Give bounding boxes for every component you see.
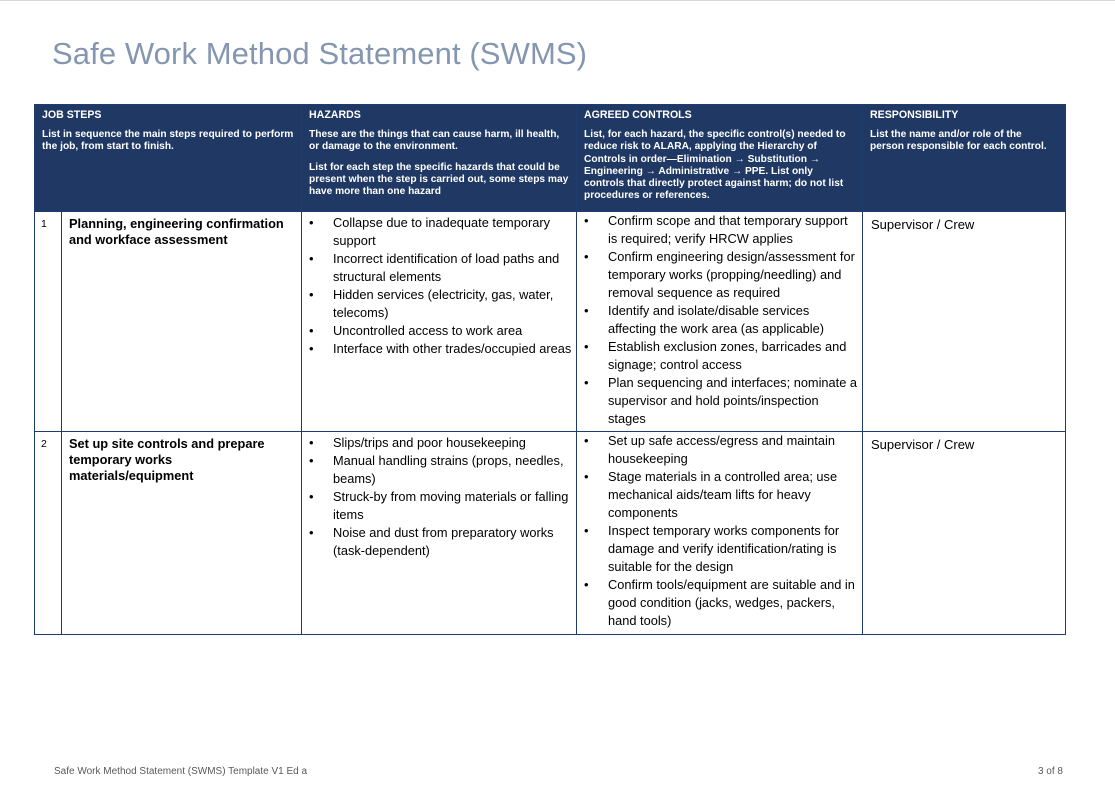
control-item: • Set up safe access/egress and maintain housekeeping: [608, 432, 858, 468]
hazards-cell: [302, 432, 577, 635]
header-controls-desc: List, for each hazard, the specific control(s) needed to reduce risk to ALARA, applying the Hierarchy of Controls in order—Elimination → Substitution → Engineering → Administrative → PPE. List only controls that directly protect against harm; do not list procedures or references.: [584, 129, 846, 202]
step-number: 1: [35, 212, 62, 432]
control-item: • Plan sequencing and interfaces; nominate a supervisor and hold points/inspection stages: [608, 374, 858, 428]
responsibility-cell: Supervisor / Crew: [863, 212, 1066, 432]
table-row: [35, 432, 1066, 635]
control-item: • Stage materials in a controlled area; use mechanical aids/team lifts for heavy components: [608, 468, 858, 522]
step-number: 2: [35, 432, 62, 635]
hazard-item: • Collapse due to inadequate temporary support: [333, 214, 572, 250]
table-header-row: [35, 105, 1066, 212]
hazard-item: • Manual handling strains (props, needles, beams): [333, 452, 572, 488]
header-hazards-desc: These are the things that can cause harm, ill health, or damage to the environment.: [309, 129, 560, 153]
hazard-item: • Incorrect identification of load paths and structural elements: [333, 250, 572, 286]
header-job-steps: [35, 105, 302, 212]
control-item: • Inspect temporary works components for damage and verify identification/rating is suitable for the design: [608, 522, 858, 576]
swms-table: [34, 104, 1066, 635]
header-job-steps-desc: List in sequence the main steps required to perform the job, from start to finish.: [42, 129, 294, 153]
hazard-item: • Slips/trips and poor housekeeping: [333, 434, 572, 452]
controls-cell: [577, 432, 863, 635]
control-item: • Confirm engineering design/assessment for temporary works (propping/needling) and removal sequence as required: [608, 248, 858, 302]
table-row: [35, 212, 1066, 432]
header-hazards-desc2: List for each step the specific hazards that could be present when the step is carried out, some steps may have more than one hazard: [309, 161, 569, 198]
top-divider: [0, 0, 1115, 1]
hazard-item: • Struck-by from moving materials or falling items: [333, 488, 572, 524]
step-description: Planning, engineering confirmation and workface assessment: [62, 212, 302, 432]
control-item: • Confirm scope and that temporary support is required; verify HRCW applies: [608, 212, 858, 248]
hazard-item: • Noise and dust from preparatory works (task-dependent): [333, 524, 572, 560]
control-item: • Establish exclusion zones, barricades and signage; control access: [608, 338, 858, 374]
header-responsibility-title: RESPONSIBILITY: [870, 109, 959, 121]
responsibility-cell: Supervisor / Crew: [863, 432, 1066, 635]
hazard-item: • Interface with other trades/occupied areas: [333, 340, 572, 358]
hazard-item: • Uncontrolled access to work area: [333, 322, 572, 340]
footer-document-name: Safe Work Method Statement (SWMS) Template V1 Ed a: [54, 766, 308, 777]
hazards-list: [302, 214, 572, 358]
control-item: • Identify and isolate/disable services affecting the work area (as applicable): [608, 302, 858, 338]
header-hazards: [302, 105, 577, 212]
header-responsibility: [863, 105, 1066, 212]
header-controls-title: AGREED CONTROLS: [584, 109, 692, 121]
controls-cell: [577, 212, 863, 432]
controls-list: [577, 432, 858, 630]
header-hazards-title: HAZARDS: [309, 109, 361, 121]
page-title: Safe Work Method Statement (SWMS): [52, 36, 588, 71]
control-item: • Confirm tools/equipment are suitable and in good condition (jacks, wedges, packers, hand tools): [608, 576, 858, 630]
controls-list: [577, 212, 858, 428]
hazards-list: [302, 434, 572, 560]
header-controls: [577, 105, 863, 212]
step-description: Set up site controls and prepare temporary works materials/equipment: [62, 432, 302, 635]
header-job-steps-title: JOB STEPS: [42, 109, 102, 121]
header-responsibility-desc: List the name and/or role of the person responsible for each control.: [870, 129, 1047, 153]
footer-page-number: 3 of 8: [1037, 766, 1063, 777]
hazards-cell: [302, 212, 577, 432]
hazard-item: • Hidden services (electricity, gas, water, telecoms): [333, 286, 572, 322]
